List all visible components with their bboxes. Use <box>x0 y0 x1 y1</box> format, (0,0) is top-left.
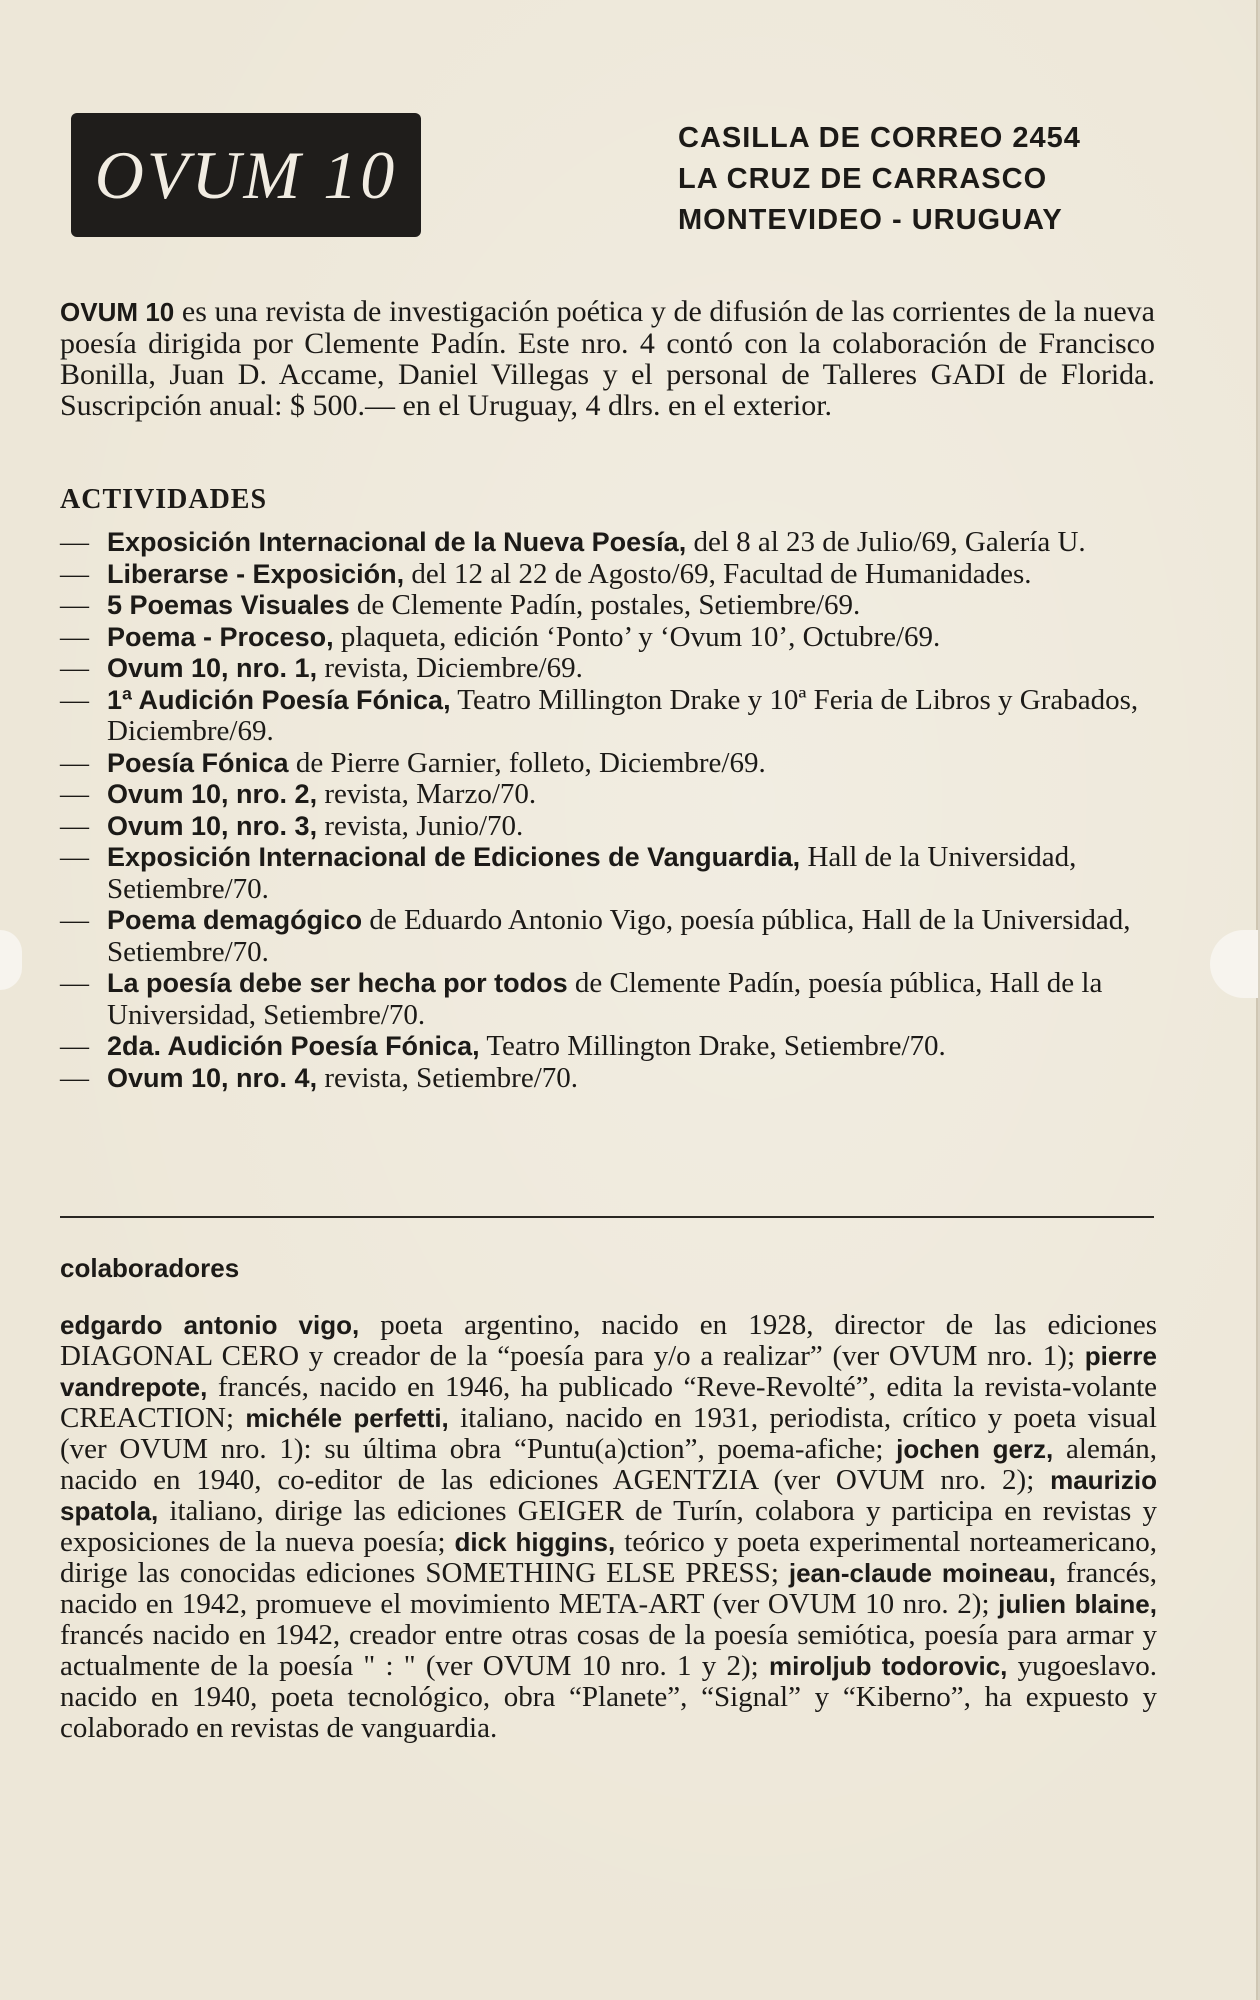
actividades-list <box>60 527 1158 1094</box>
actividad-detail: revista, Diciembre/69. <box>317 652 583 684</box>
actividad-title: Liberarse - Exposición, <box>107 558 405 589</box>
dash-mark: — <box>60 683 89 716</box>
intro-paragraph <box>60 296 1155 421</box>
actividad-detail: del 8 al 23 de Julio/69, Galería U. <box>686 526 1086 558</box>
actividad-detail: revista, Junio/70. <box>317 809 524 842</box>
actividad-detail: de Clemente Padín, poesía pública, Hall de la Universidad, Setiembre/70. <box>107 967 1103 1031</box>
actividad-item <box>60 653 1158 685</box>
dash-mark: — <box>60 1030 89 1062</box>
logo-text: OVUM 10 <box>94 136 398 213</box>
actividad-item <box>60 1031 1158 1063</box>
actividad-detail: del 12 al 22 de Agosto/69, Facultad de Humanidades. <box>404 557 1032 590</box>
actividad-item <box>60 685 1158 748</box>
paper-tear-right <box>1210 930 1258 998</box>
actividad-title: 5 Poemas Visuales <box>107 590 350 620</box>
intro-lead: OVUM 10 <box>60 297 175 327</box>
actividad-item <box>60 968 1158 1031</box>
actividad-item <box>60 842 1158 905</box>
dash-mark: — <box>60 809 89 842</box>
colaborador-bio: poeta argentino, nacido en 1928, director de las ediciones DIAGONAL CERO y creador de la “poesía para y/o a realizar” (ver OVUM nro. 1); <box>60 1309 1157 1372</box>
dash-mark: — <box>60 778 89 810</box>
actividad-title: Ovum 10, nro. 3, <box>107 810 318 841</box>
actividad-title: Poesía Fónica <box>107 747 289 778</box>
section-divider <box>60 1216 1154 1218</box>
address-line: MONTEVIDEO - URUGUAY <box>678 204 1063 236</box>
actividad-title: Exposición Internacional de la Nueva Poesía, <box>107 527 687 557</box>
actividad-item <box>60 622 1158 654</box>
actividad-title: Poema demagógico <box>107 905 363 935</box>
actividad-detail: plaqueta, edición ‘Ponto’ y ‘Ovum 10’, Octubre/69. <box>333 620 941 653</box>
colaborador-bio: yugoeslavo. nacido en 1940, poeta tecnológico, obra “Planete”, “Signal” y “Kiberno”, ha expuesto y colaborado en revistas de vanguardia. <box>60 1650 1157 1744</box>
colaboradores-heading: colaboradores <box>60 1253 240 1283</box>
actividad-item <box>60 811 1158 843</box>
colaborador-bio: italiano, dirige las ediciones GEIGER de Turín, colabora y participa en revistas y exposiciones de la nueva poesía; <box>60 1495 1157 1558</box>
dash-mark: — <box>60 589 89 621</box>
actividad-item <box>60 779 1158 811</box>
actividad-detail: revista, Setiembre/70. <box>317 1061 579 1094</box>
colaborador-name: julien blaine, <box>998 1589 1157 1619</box>
address-line: LA CRUZ DE CARRASCO <box>678 163 1048 195</box>
postal-address <box>678 118 1081 241</box>
actividad-detail: Teatro Millington Drake, Setiembre/70. <box>479 1030 946 1062</box>
dash-mark: — <box>60 746 89 779</box>
colaborador-bio: francés, nacido en 1942, promueve el movimiento META-ART (ver OVUM 10 nro. 2); <box>60 1557 1157 1620</box>
actividad-item <box>60 527 1158 559</box>
colaborador-bio: teórico y poeta experimental norteamericano, dirige las conocidas ediciones SOMETHING ELSE PRESS; <box>60 1526 1157 1589</box>
actividad-item <box>60 590 1158 622</box>
dash-mark: — <box>60 904 89 936</box>
actividad-detail: Teatro Millington Drake y 10ª Feria de Libros y Grabados, Diciembre/69. <box>107 683 1139 747</box>
dash-mark: — <box>60 557 89 590</box>
colaborador-name: jean-claude moineau, <box>788 1558 1057 1588</box>
actividad-title: Poema - Proceso, <box>107 621 334 652</box>
actividad-detail: de Eduardo Antonio Vigo, poesía pública, Hall de la Universidad, Setiembre/70. <box>107 904 1131 968</box>
colaborador-name: dick higgins, <box>454 1527 616 1557</box>
colaborador-bio: francés nacido en 1942, creador entre otras cosas de la poesía semiótica, poesía para armar y actualmente de la poesía " : " (ver OVUM 10 nro. 1 y 2); <box>60 1619 1157 1682</box>
actividad-title: Ovum 10, nro. 2, <box>107 779 318 809</box>
actividad-title: La poesía debe ser hecha por todos <box>107 968 568 998</box>
actividad-item <box>60 559 1158 591</box>
paper-tear-left <box>0 930 22 990</box>
colaborador-name: michéle perfetti, <box>245 1403 449 1433</box>
colaboradores-paragraph <box>60 1310 1157 1744</box>
actividades-heading: ACTIVIDADES <box>60 484 268 515</box>
colaborador-name: maurizio spatola, <box>60 1465 1157 1526</box>
dash-mark: — <box>60 620 89 653</box>
actividad-title: Ovum 10, nro. 4, <box>107 1062 318 1093</box>
dash-mark: — <box>60 841 89 873</box>
dash-mark: — <box>60 967 89 999</box>
intro-text: es una revista de investigación poética y de difusión de las corrientes de la nueva poesía dirigida por Clemente Padín. Este nro. 4 contó con la colaboración de Francisco Bonilla, Juan D. Accame, Daniel Villegas y el personal de Talleres GADI de Florida. Suscripción anual: $ 500.— en el Uruguay, 4 dlrs. en el exterior. <box>60 295 1155 422</box>
actividad-title: Exposición Internacional de Ediciones de Vanguardia, <box>107 842 801 872</box>
dash-mark: — <box>60 526 89 558</box>
actividad-detail: Hall de la Universidad, Setiembre/70. <box>107 841 1077 905</box>
actividad-title: 1ª Audición Poesía Fónica, <box>107 684 451 715</box>
actividad-item <box>60 1063 1158 1095</box>
actividad-detail: revista, Marzo/70. <box>317 778 537 810</box>
colaborador-bio: alemán, nacido en 1940, co-editor de las ediciones AGENTZIA (ver OVUM nro. 2); <box>60 1433 1158 1496</box>
ovum-logo <box>71 113 421 237</box>
colaborador-name: pierre vandrepote, <box>60 1341 1157 1402</box>
colaborador-name: edgardo antonio vigo, <box>60 1310 360 1340</box>
colaborador-name: miroljub todorovic, <box>768 1651 1008 1681</box>
address-line: CASILLA DE CORREO 2454 <box>678 122 1081 154</box>
dash-mark: — <box>60 652 89 684</box>
colaborador-bio: francés, nacido en 1946, ha publicado “Reve-Revolté”, edita la revista-volante CREACTION; <box>60 1371 1157 1434</box>
actividad-detail: de Pierre Garnier, folleto, Diciembre/69. <box>288 746 766 779</box>
actividad-detail: de Clemente Padín, postales, Setiembre/69. <box>349 589 861 621</box>
dash-mark: — <box>60 1061 89 1094</box>
colaborador-name: jochen gerz, <box>896 1434 1054 1464</box>
actividad-title: Ovum 10, nro. 1, <box>107 653 318 683</box>
actividad-item <box>60 748 1158 780</box>
colaborador-bio: italiano, nacido en 1931, periodista, crítico y poeta visual (ver OVUM nro. 1): su última obra “Puntu(a)ction”, poema-afiche; <box>60 1402 1157 1465</box>
actividad-item <box>60 905 1158 968</box>
actividad-title: 2da. Audición Poesía Fónica, <box>107 1031 480 1061</box>
